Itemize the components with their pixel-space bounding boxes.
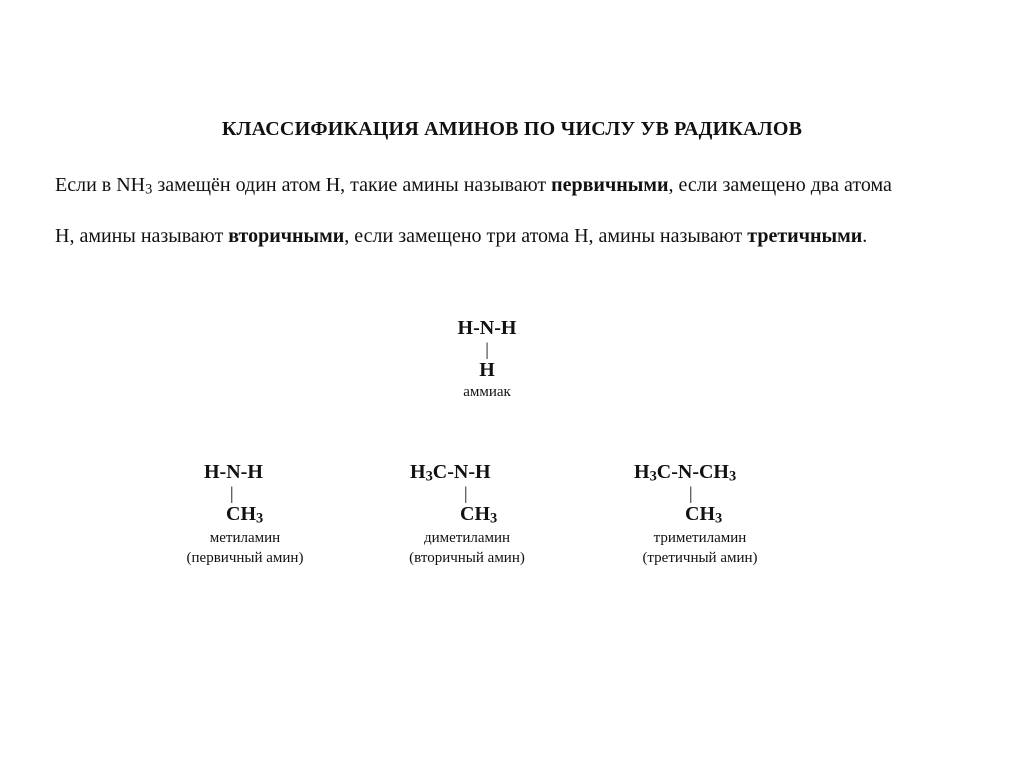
paragraph-line-1 xyxy=(55,174,892,197)
subscript: 3 xyxy=(649,468,657,485)
term-secondary: вторичными xyxy=(228,225,345,247)
text-fragment: Если в xyxy=(55,174,117,196)
compound-name: аммиак xyxy=(463,384,511,400)
text-fragment: Н, амины называют xyxy=(55,225,229,247)
substituent xyxy=(610,502,790,526)
subscript: 3 xyxy=(715,510,723,527)
term-primary: первичными xyxy=(551,174,669,196)
page-title: КЛАССИФИКАЦИЯ АМИНОВ ПО ЧИСЛУ УВ РАДИКАЛОВ xyxy=(221,118,803,140)
substituent xyxy=(160,502,330,526)
formula-nh3 xyxy=(116,174,152,196)
amine-kind: (третичный амин) xyxy=(642,550,758,566)
text-fragment: замещён один атом Н, такие амины называют xyxy=(152,174,552,196)
ammonia-structure xyxy=(437,316,537,402)
bond-line: | xyxy=(485,339,489,359)
formula-nh: NH xyxy=(116,174,146,196)
formula-rest: C-N-H xyxy=(432,461,491,483)
dimethylamine-structure xyxy=(382,460,552,568)
methylamine-structure xyxy=(160,460,330,568)
formula-main xyxy=(382,460,552,484)
trimethylamine-structure xyxy=(610,460,790,568)
compound-name: диметиламин xyxy=(423,530,511,546)
subscript: 3 xyxy=(728,468,737,485)
text-fragment: . xyxy=(862,225,868,247)
subscript: 3 xyxy=(490,510,498,527)
formula-main xyxy=(160,460,330,484)
substituent: H xyxy=(479,359,495,381)
amine-kind: (вторичный амин) xyxy=(409,550,525,566)
term-tertiary: третичными xyxy=(747,225,863,247)
formula-left: H xyxy=(410,461,426,483)
bond-line: | xyxy=(230,483,234,503)
amine-kind: (первичный амин) xyxy=(186,550,304,566)
formula-left: H xyxy=(634,461,650,483)
substituent-text: CH xyxy=(685,503,715,525)
formula-main xyxy=(610,460,790,484)
paragraph-line-2 xyxy=(55,225,867,248)
bond-line: | xyxy=(464,483,468,503)
compound-name: метиламин xyxy=(209,530,281,546)
compound-name: триметиламин xyxy=(653,530,747,546)
subscript: 3 xyxy=(256,510,264,527)
formula-rest: C-N-CH xyxy=(656,461,729,483)
text-fragment: , если замещено два атома xyxy=(668,174,892,196)
substituent xyxy=(382,502,552,526)
subscript: 3 xyxy=(145,181,153,198)
subscript: 3 xyxy=(425,468,433,485)
substituent-text: CH xyxy=(226,503,256,525)
substituent-text: CH xyxy=(460,503,490,525)
formula-left: H-N-H xyxy=(204,461,263,483)
text-fragment: , если замещено три атома Н, амины называют xyxy=(344,225,748,247)
formula-main: H-N-H xyxy=(457,317,517,339)
bond-line: | xyxy=(689,483,693,503)
